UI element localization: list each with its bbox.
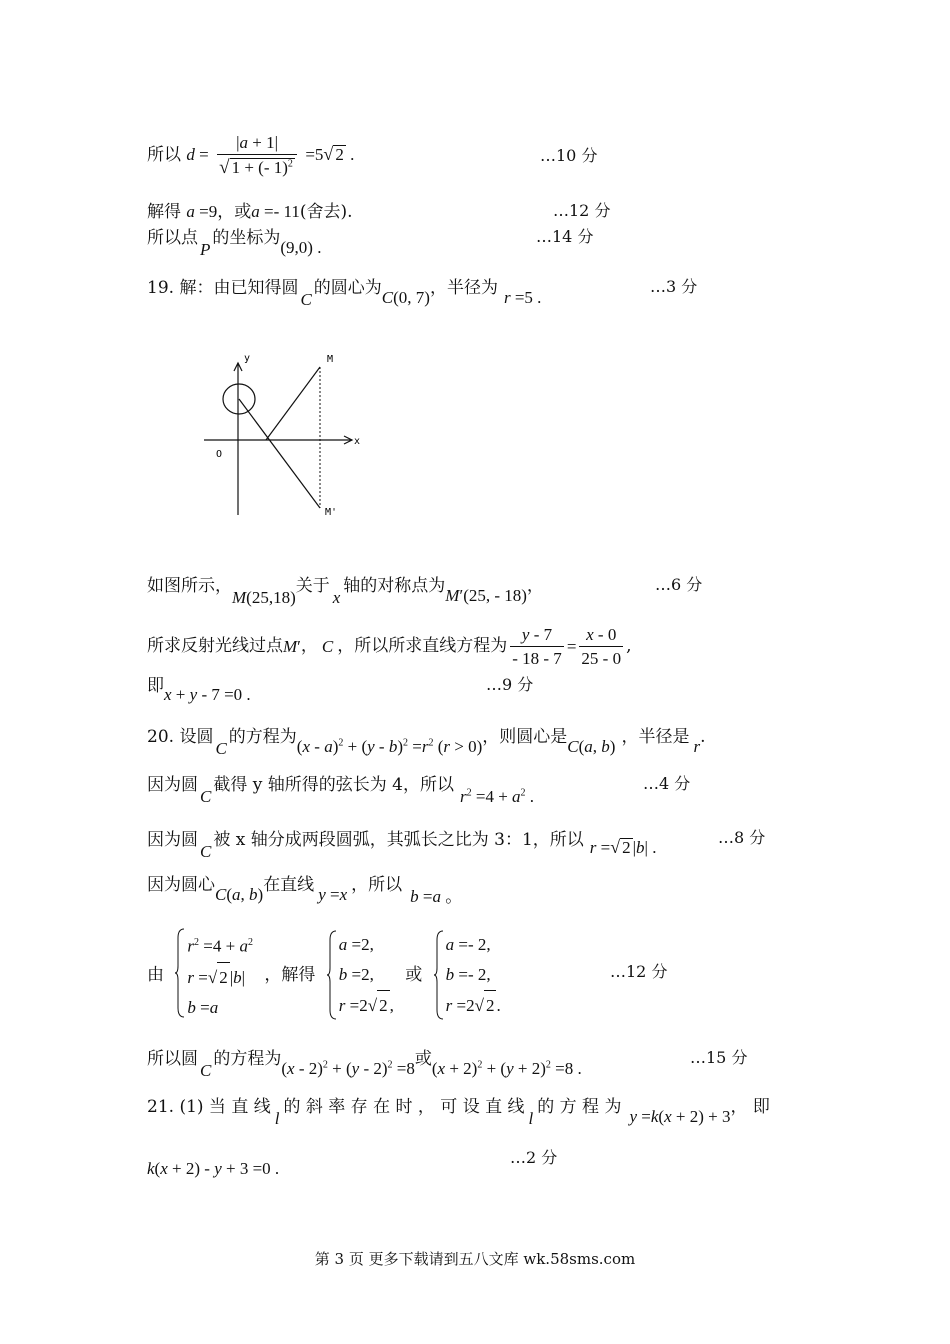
line-point-p: 所以点P的坐标为(9,0) .	[147, 228, 322, 259]
score-12b: …12 分	[610, 962, 668, 981]
score-2: …2 分	[510, 1148, 558, 1167]
score-14: …14 分	[536, 227, 594, 246]
line-symmetric: 如图所示，M(25,18)关于x轴的对称点为M′(25, - 18)，	[147, 576, 544, 607]
page-footer: 第 3 页 更多下载请到五八文库 wk.58sms.com	[314, 1250, 636, 1268]
score-15: …15 分	[690, 1048, 748, 1067]
line-center-on-line: 因为圆心C(a, b)在直线 y =x ，所以b =a 。	[147, 875, 463, 906]
line-result-19: 即x + y - 7 =0 .	[147, 676, 251, 704]
line-general-form: k(x + 2) - y + 3 =0 .	[147, 1159, 280, 1178]
system-given: $r^2 =4 + a^2$ r =√ 2 |b| b =a	[175, 928, 253, 1023]
fig-label-o: O	[216, 449, 223, 460]
system-solution-1: a =2, b =2, r =2√ 2 ,	[327, 930, 394, 1021]
score-12a: …12 分	[553, 201, 611, 220]
fig-label-m-prime: M'	[325, 507, 338, 518]
fig-label-m: M	[327, 354, 334, 365]
q19-line: 19. 解：由已知得圆C的圆心为C(0, 7)，半径为 r =5 .	[147, 278, 542, 309]
score-9: …9 分	[486, 675, 534, 694]
line-arc: 因为圆C被 x 轴分成两段圆弧，其弧长之比为 3：1，所以 r =√ 2 |b| .	[147, 830, 657, 861]
system-solution-2: a =- 2, b =- 2, r =2√ 2 .	[434, 930, 501, 1021]
line-chord: 因为圆C截得 y 轴所得的弦长为 4，所以$r^2 =4 + a^2$ .	[147, 775, 535, 806]
reflection-figure	[200, 345, 370, 525]
score-6: …6 分	[655, 575, 703, 594]
line-solve-a: 解得 a =9，或a =- 11(舍去).	[147, 202, 353, 222]
score-10: …10 分	[540, 146, 598, 165]
fig-label-y: y	[244, 353, 251, 364]
line-circle-equations: 所以圆C的方程为(x - 2)$^2$ + (y - 2)$^2$ =8或$(x + 2)^2 + (y + 2)^2 =8$ .	[147, 1049, 582, 1080]
line-reflected-ray: 所求反射光线过点M′， C ，所以所求直线方程为 $\frac{y - 7}{- 18 - 7}$ = $\frac{x - 0}{25 - 0}$ ,	[147, 625, 632, 668]
score-3: …3 分	[650, 277, 698, 296]
score-4: …4 分	[643, 774, 691, 793]
line-distance: 所以 d = $\frac{|a + 1|}{√ 1 + (- 1)^2}$ =5√ 2 .	[147, 133, 355, 178]
line-system: 由 $r^2 =4 + a^2$ r =√ 2 |b| b =a ，解得 a =2, b =2, r =2√ 2 , 或 a =- 2, b =- 2, r =2√ 2 .	[147, 928, 507, 1023]
q20-line: 20. 设圆C的方程为$(x - a)^2 + (y - b)^2 =r^2$ (r > 0)，则圆心是C(a, b) ，半径是 r.	[147, 727, 706, 758]
score-8: …8 分	[718, 828, 766, 847]
q21-line: 21. (1) 当 直 线l的 斜 率 存 在 时 ， 可 设 直 线l的 方 程 为 y =k(x + 2) + 3， 即	[147, 1097, 770, 1128]
fig-label-x: x	[354, 436, 361, 447]
